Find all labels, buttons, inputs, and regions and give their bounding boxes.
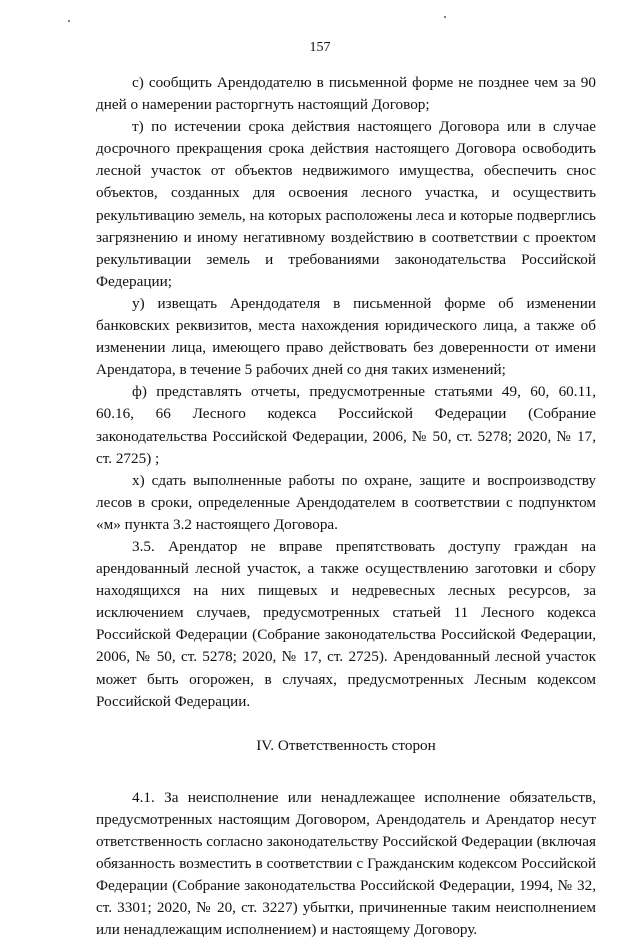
paragraph-item-u: у) извещать Арендодателя в письменной форме об изменении банковских реквизитов, места нахождения юридического лица, а также об изменении лица, имеющего право действовать без доверенности от имени Арендатора, в течение 5 рабочих дней со дня таких изменений; xyxy=(96,294,596,379)
document-body xyxy=(96,72,596,941)
section-heading: IV. Ответственность сторон xyxy=(256,736,436,754)
page-number: 157 xyxy=(309,40,331,55)
paragraph-item-t: т) по истечении срока действия настоящего Договора или в случае досрочного прекращения срока действия настоящего Договора освободить лесной участок от объектов недвижимого имущества, обеспечить снос объектов, созданных для освоения лесного участка, и осуществить рекультивацию земель, на которых расположены леса и которые подверглись загрязнению и иному негативному воздействию в соответствии с проектом рекультивации земель и требованиями законодательства Российской Федерации; xyxy=(96,118,596,290)
paragraph-item-f: ф) представлять отчеты, предусмотренные статьями 49, 60, 60.11, 60.16, 66 Лесного кодекса Российской Федерации (Собрание законодательства Российской Федерации, 2006, № 50, ст. 5278; 2020, № 17, ст. 2725) ; xyxy=(96,383,596,467)
paragraph-item-s: с) сообщить Арендодателю в письменной форме не позднее чем за 90 дней о намерении расторгнуть настоящий Договор; xyxy=(96,74,596,114)
scan-speck xyxy=(444,16,446,18)
paragraph-item-kh: х) сдать выполненные работы по охране, защите и воспроизводству лесов в сроки, определенные Арендодателем в соответствии с подпунктом «м» пункта 3.2 настоящего Договора. xyxy=(96,471,596,533)
scan-speck xyxy=(68,20,70,22)
paragraph-clause-3-5: 3.5. Арендатор не вправе препятствовать доступу граждан на арендованный лесной участок, а также осуществлению заготовки и сбору находящихся на них пищевых и недревесных лесных ресурсов, за исключением случаев, предусмотренных статьей 11 Лесного кодекса Российской Федерации (Собрание законодательства Российской Федерации, 2006, № 50, ст. 5278; 2020, № 17, ст. 2725). Арендованный лесной участок может быть огорожен, в случаях, предусмотренных Лесным кодексом Российской Федерации. xyxy=(96,537,596,710)
paragraph-clause-4-1: 4.1. За неисполнение или ненадлежащее исполнение обязательств, предусмотренных настоящим Договором, Арендодатель и Арендатор несут ответственность согласно законодательству Российской Федерации (включая обязанность возместить в соответствии с Гражданским кодексом Российской Федерации (Собрание законодательства Российской Федерации, 1994, № 32, ст. 3301; 2020, № 20, ст. 3227) убытки, причиненные таким неисполнением или ненадлежащим исполнением) и настоящему Договору. xyxy=(96,788,596,939)
